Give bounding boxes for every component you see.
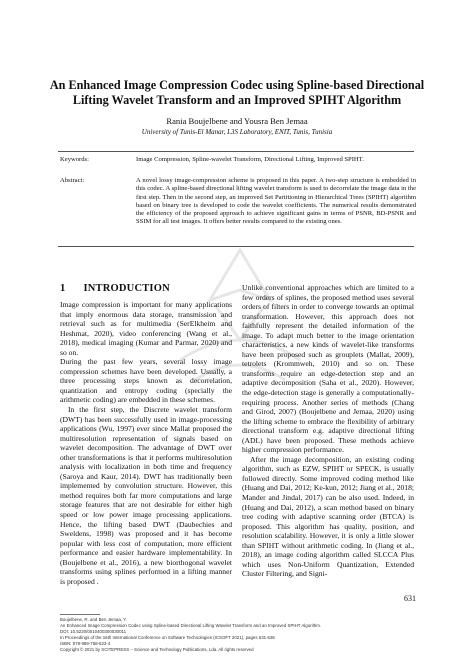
body-column-left xyxy=(60,300,232,586)
paper-title-line-1: An Enhanced Image Compression Codec using Spline-based Directional xyxy=(49,78,425,92)
keywords-label: Keywords: xyxy=(60,156,89,163)
section-heading xyxy=(60,283,170,294)
page-number: 631 xyxy=(404,594,416,603)
paragraph: Image compression is important for many applications that imply enormous data storage, transmission and retrieval such as for multimedia (SerElkheim and Heshmat, 2020), video conferencing (Wang et al., 2018), medical imaging (Kumar and Parmar, 2020) and so on. xyxy=(60,300,232,357)
divider-bottom xyxy=(58,246,414,247)
paragraph: During the past few years, several lossy image compression schemes have been developed. Usually, a three processing steps known as decorrelation, quantization and entropy coding (specially the arithmetic coding) are embedded in these schemes. xyxy=(60,357,232,405)
section-title: INTRODUCTION xyxy=(83,283,170,294)
paragraph: In the first step, the Discrete wavelet transform (DWT) has been successfully used in image-processing applications (Wu, 1997) ever since Mallat proposed the multiresolution representation of signals based on wavelet decomposition. The advantage of DWT over other transformations is that it performs multiresolution analysis with localization in both time and frequency (Saroya and Kaur, 2014). DWT has traditionally been implemented by convolution structure. However, this method requires both far more computations and large storage features that are not desirable for either high speed or low power image processing applications. Hence, the lifting based DWT (Daubechies and Sweldens, 1998) was proposed and it has become popular with less cost of computation, more efficient performance and easier hardware implementability. In (Boujelbene et al., 2016), a new biorthogonal wavelet transforms using splines performed in a lifting manner is proposed . xyxy=(60,405,232,586)
footnote-line: Boujelbene, R. and Ben Jemaa, Y. xyxy=(60,617,127,622)
footnote-divider xyxy=(60,614,100,615)
citation-footnote xyxy=(60,617,360,654)
footnote-line: In Proceedings of the 16th International Conference on Software Technologies (ICSOFT 2021), pages 631-636 xyxy=(60,635,275,641)
footnote-line: DOI: 10.5220/0010400300030011 xyxy=(60,629,127,635)
keywords-text: Image Compression, Spline-wavelet Transform, Directional Lifting, Improved SPIHT. xyxy=(136,156,364,163)
paragraph: After the image decomposition, an existing coding algorithm, such as EZW, SPIHT or SPECK, is usually followed directly. Some improved coding method like (Huang and Dai, 2012; Ke-kun, 2012; Jiang et al., 2018; Mander and Jindal, 2017) can be also used. Indeed, in (Huang and Dai, 2012), a scan method based on binary tree coding with adaptive scanning order (BTCA) is proposed. This algorithm has quality, position, and resolution scalability. However, it is only a little slower than SPIHT without arithmetic coding. In (Jiang et al., 2018), an image coding algorithm called SLCCA Plus which uses Non-Uniform Quantization, Extended Cluster Filtering, and Signi- xyxy=(242,454,414,579)
body-column-right xyxy=(242,283,414,579)
footnote-line: Copyright © 2021 by SCITEPRESS – Science and Technology Publications, Lda. All rights reserved xyxy=(60,647,254,653)
paper-title xyxy=(40,78,434,108)
section-number: 1 xyxy=(60,283,66,294)
divider-top xyxy=(58,151,414,152)
footnote-line: ISBN: 978-989-758-523-4 xyxy=(60,641,111,647)
paragraph: Unlike conventional approaches which are limited to a few orders of splines, the proposed method uses several orders of filters in order to converge towards an optimal transformation. However, this approach does not faithfully represent the detailed information of the image. To adapt much better to the image orientation characteristics, a new kinds of wavelet-like transforms have been proposed such as grouplets (Mallat, 2009), tetrolets (Krommweh, 2010) and so on. These transforms require an edge-detection step and an adaptive decomposition (Saha et al., 2020). However, the edge-detection stage is generally a computationally-requiring process. Another series of methods (Chang and Girod, 2007) (Boujelbene and Jemaa, 2020) using the lifting scheme to embrace the flexibility of arbitrary directional transform e.g. adaptive directional lifting (ADL) have been proposed. These methods achieve higher compression performance. xyxy=(242,283,414,455)
paper-title-line-2: Lifting Wavelet Transform and an Improved SPIHT Algorithm xyxy=(72,93,402,107)
abstract-text: A novel lossy image-compression scheme is proposed in this paper. A two-step structure is embedded in this codec. A spline-based directional lifting wavelet transform is used to decorrelate the image data in the first step. Then in the second step, an improved Set Partitioning in Hierarchical Trees (SPIHT) algorithm based on binary tree is developed to code the wavelet coefficients. The numerical results demonstrated the efficiency of the proposed approach to achieve significant gains in terms of PSNR, BD-PSNR and SSIM for all test images. It offers better results compared to the existing ones. xyxy=(136,177,416,226)
abstract-label: Abstract: xyxy=(60,177,85,184)
affiliation: University of Tunis-El Manar, L3S Laboratory, ENIT, Tunis, Tunisia xyxy=(141,128,333,136)
footnote-line: An Enhanced Image Compression Codec using Spline-based Directional Lifting Wavelet Transform and an Improved SPIHT Algorithm. xyxy=(60,623,322,629)
authors: Rania Boujelbene and Yousra Ben Jemaa xyxy=(166,116,308,126)
